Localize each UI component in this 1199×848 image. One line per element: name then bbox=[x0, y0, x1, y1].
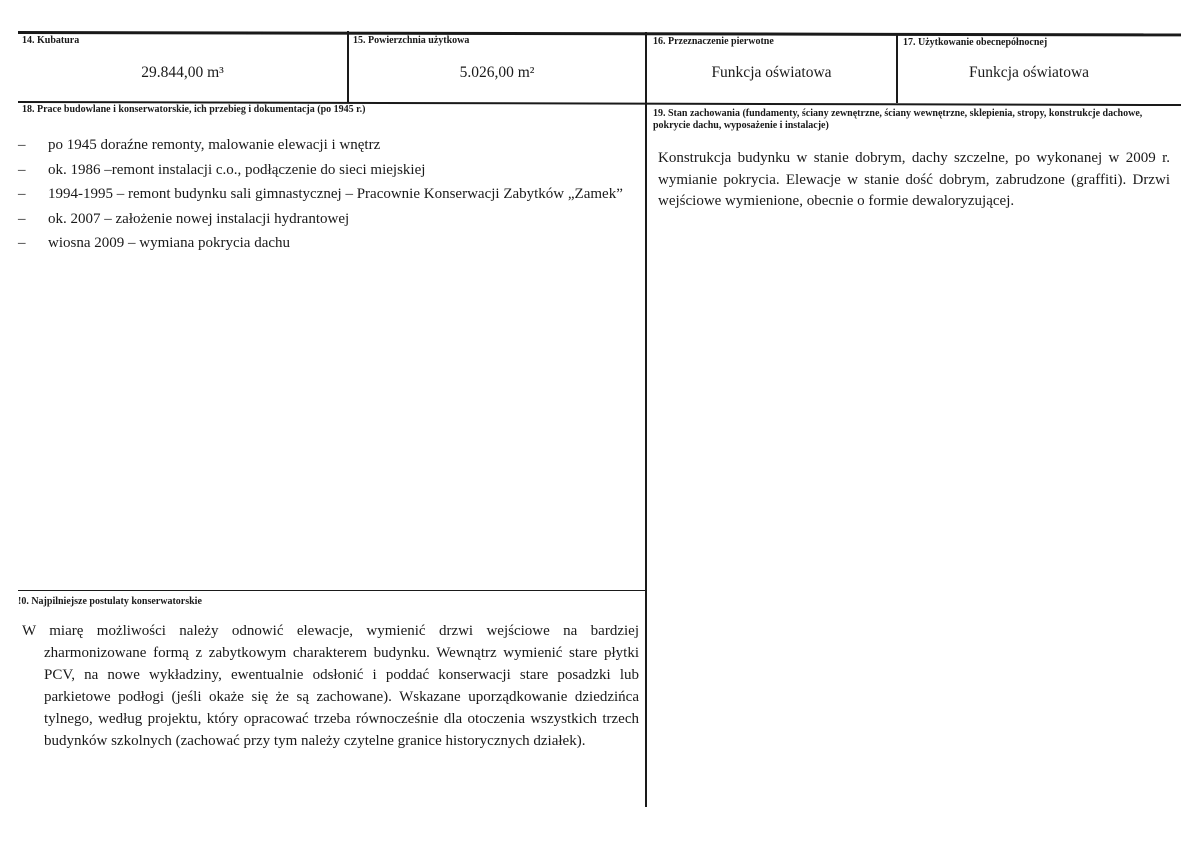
kubatura-value: 29.844,00 m³ bbox=[141, 64, 224, 81]
list-dash: – bbox=[18, 235, 26, 251]
przeznaczenie-label: 16. Przeznaczenie pierwotne bbox=[653, 36, 774, 47]
list-item bbox=[18, 208, 640, 232]
list-dash: – bbox=[18, 161, 26, 178]
list-item-text: po 1945 doraźne remonty, malowanie elewacji i wnętrz bbox=[48, 137, 381, 153]
przeznaczenie-value: Funkcja oświatowa bbox=[711, 64, 832, 81]
kubatura-label: 14. Kubatura bbox=[22, 35, 80, 46]
list-item bbox=[18, 134, 640, 158]
uzytkowanie-value: Funkcja oświatowa bbox=[968, 64, 1090, 81]
postulaty-paragraph: W miarę możliwości należy odnowić elewacje, wymienić drzwi wejściowe na bardziej zharmonizowane formą z zabytkowym charakterem budynku. Wewnątrz wymienić stare płytki PCV, na nowe wykładziny, ewentualnie odsłonić i poddać konserwacji stare posadzki lub parkietowe podłogi (jeśli okaże się że są zachowane). Wskazane uporządkowanie dziedzińca tylnego, według projektu, który opracować trzeba równocześnie dla otoczenia wszystkich trzech budynków szkolnych (zachować przy tym należy czytelne granice historycznych działek). bbox=[22, 623, 639, 749]
top-border bbox=[18, 31, 1181, 36]
list-item bbox=[18, 232, 640, 256]
stan-zachowania-label: 19. Stan zachowania (fundamenty, ściany zewnętrzne, ściany wewnętrzne, sklepienia, stropy, konstrukcje dachowe, pokrycie dachu, wyposażenie i instalacje) bbox=[653, 108, 1143, 131]
powierzchnia-value: 5.026,00 m² bbox=[459, 64, 535, 81]
postulaty-label: !0. Najpilniejsze postulaty konserwatorskie bbox=[18, 596, 202, 607]
list-dash: – bbox=[18, 210, 26, 227]
list-dash: – bbox=[18, 186, 26, 202]
list-item-text: ok. 2007 – założenie nowej instalacji hydrantowej bbox=[48, 210, 350, 227]
list-dash: – bbox=[18, 137, 26, 153]
prace-budowlane-list bbox=[18, 134, 640, 257]
col-divider-main bbox=[645, 32, 647, 807]
postulaty-text bbox=[22, 620, 639, 752]
stan-zachowania-text: Konstrukcja budynku w stanie dobrym, dachy szczelne, po wykonanej w 2009 r. wymianie pokrycia. Elewacje w stanie dość dobrym, zabrudzone (graffiti). Drzwi wejściowe wymienione, obecnie o formie dewaloryzującej. bbox=[658, 150, 1170, 209]
list-item-text: ok. 1986 –remont instalacji c.o., podłączenie do sieci miejskiej bbox=[48, 161, 426, 178]
list-item-text: wiosna 2009 – wymiana pokrycia dachu bbox=[48, 235, 291, 251]
list-item bbox=[18, 159, 640, 183]
uzytkowanie-label: 17. Użytkowanie obecnepółnocnej bbox=[903, 37, 1048, 48]
prace-budowlane-label: 18. Prace budowlane i konserwatorskie, ich przebieg i dokumentacja (po 1945 r.) bbox=[22, 104, 366, 115]
section-divider-20 bbox=[18, 590, 646, 591]
powierzchnia-label: 15. Powierzchnia użytkowa bbox=[353, 35, 470, 46]
list-item bbox=[18, 183, 640, 207]
list-item-text: 1994-1995 – remont budynku sali gimnastycznej – Pracownie Konserwacji Zabytków „Zamek” bbox=[48, 186, 623, 202]
